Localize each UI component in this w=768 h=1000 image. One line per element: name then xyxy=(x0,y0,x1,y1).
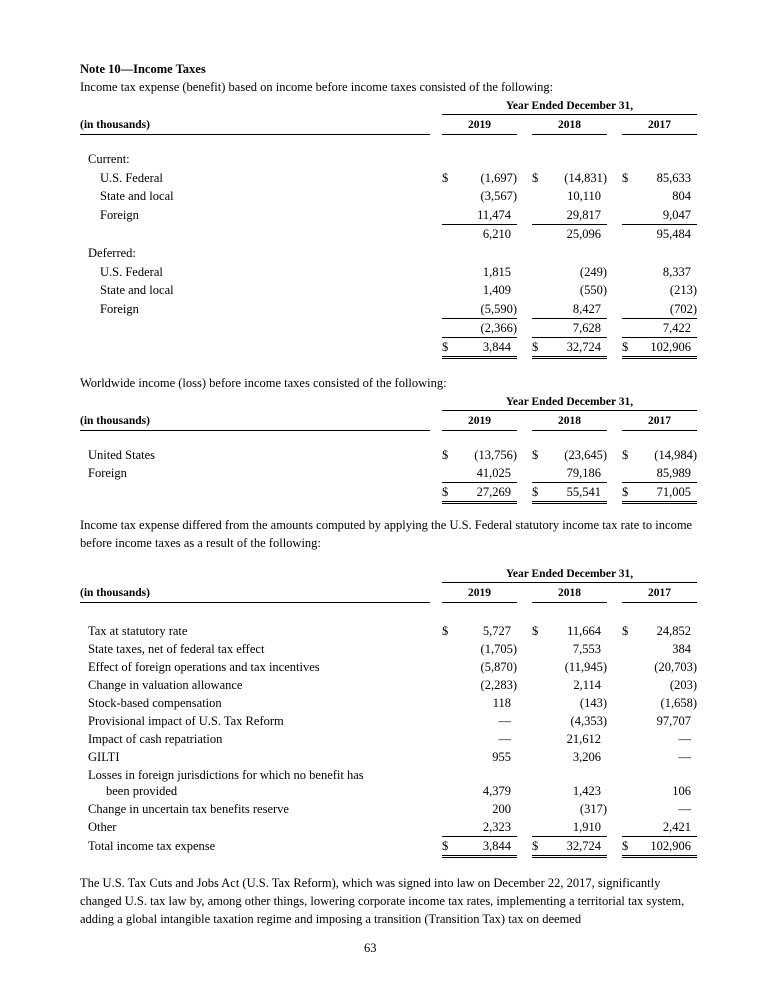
table-cell xyxy=(532,300,607,319)
table-cell xyxy=(622,658,697,676)
table-cell xyxy=(622,694,697,712)
table-cell xyxy=(622,446,697,464)
table-cell-value: 118 xyxy=(492,696,511,710)
table-cell xyxy=(442,225,517,243)
table-cell xyxy=(442,818,517,837)
table-cell xyxy=(442,206,517,225)
table-cell xyxy=(442,300,517,319)
table-cell xyxy=(532,748,607,766)
dollar-sign: $ xyxy=(442,340,449,354)
table-cell xyxy=(622,818,697,837)
row-label: Impact of cash repatriation xyxy=(88,732,223,746)
table-cell-value: 955 xyxy=(492,750,511,764)
table-cell-value: (249) xyxy=(579,265,607,279)
row-label: Effect of foreign operations and tax incentives xyxy=(88,660,320,674)
table-cell-value: (11,945) xyxy=(564,660,607,674)
table-cell-value: 29,817 xyxy=(566,208,601,222)
table-cell xyxy=(442,187,517,205)
table-cell xyxy=(442,169,517,187)
table-row xyxy=(0,658,768,676)
table-row xyxy=(0,300,768,318)
table-cell xyxy=(532,225,607,243)
row-label: Total income tax expense xyxy=(88,839,216,853)
table-row-continued xyxy=(0,782,768,800)
table-cell xyxy=(622,676,697,694)
table-cell xyxy=(622,837,697,858)
table-cell xyxy=(532,818,607,837)
year-2018-header: 2018 xyxy=(532,116,607,135)
table-cell-value: 7,553 xyxy=(572,642,601,656)
dollar-sign: $ xyxy=(622,624,629,638)
table-cell-value: 10,110 xyxy=(567,189,601,203)
intro-paragraph-2: Worldwide income (loss) before income taxes consisted of the following: xyxy=(80,376,447,390)
table-cell xyxy=(532,187,607,205)
table-cell xyxy=(532,446,607,464)
closing-paragraph: The U.S. Tax Cuts and Jobs Act (U.S. Tax Reform), which was signed into law on December 22, 2017, significantly changed U.S. tax law by, among other things, lowering corporate income tax rates, implementing a territorial tax system, adding a global intangible taxation regime and imposing a transition (Transition Tax) tax on deemed xyxy=(80,876,685,926)
table-cell-value: (4,353) xyxy=(570,714,607,728)
table-cell-value: (3,567) xyxy=(480,189,517,203)
table-cell xyxy=(622,464,697,483)
dollar-sign: $ xyxy=(622,485,629,499)
dollar-sign: $ xyxy=(442,624,449,638)
table-cell-value: 25,096 xyxy=(566,227,601,241)
row-label: State and local xyxy=(100,189,174,203)
table-cell xyxy=(532,676,607,694)
dollar-sign: $ xyxy=(532,171,539,185)
table-cell-value: 24,852 xyxy=(656,624,691,638)
table-cell-value: (2,366) xyxy=(480,321,517,335)
table-cell-value: 1,910 xyxy=(572,820,601,834)
table-cell-value: 384 xyxy=(672,642,691,656)
table-cell xyxy=(532,206,607,225)
table2-header-row xyxy=(0,412,768,430)
table-row xyxy=(0,640,768,658)
table-cell-value: — xyxy=(498,732,511,746)
table-cell xyxy=(442,640,517,658)
table-cell-value: (203) xyxy=(669,678,697,692)
table-cell xyxy=(442,263,517,281)
table-cell-value: 106 xyxy=(672,784,691,798)
table-cell-value: 9,047 xyxy=(662,208,691,222)
table-cell xyxy=(442,281,517,299)
table-row xyxy=(0,748,768,766)
table-cell-value: 2,421 xyxy=(662,820,691,834)
dollar-sign: $ xyxy=(532,839,539,853)
table-cell-value: 6,210 xyxy=(482,227,511,241)
intro-paragraph-1: Income tax expense (benefit) based on income before income taxes consisted of the following: xyxy=(80,80,554,94)
table1-deferred-total xyxy=(0,319,768,337)
dollar-sign: $ xyxy=(532,624,539,638)
table-cell-value: (1,697) xyxy=(480,171,517,185)
year-ended-header-1: Year Ended December 31, xyxy=(442,98,697,115)
year-column-header: 2017 xyxy=(622,412,697,431)
year-ended-header-3: Year Ended December 31, xyxy=(442,566,697,583)
row-label: (in thousands) xyxy=(80,412,430,431)
dollar-sign: $ xyxy=(532,448,539,462)
row-label: Other xyxy=(88,820,117,834)
dollar-sign: $ xyxy=(442,171,449,185)
table-cell xyxy=(532,658,607,676)
year-column-header: 2019 xyxy=(442,412,517,431)
table-cell xyxy=(532,694,607,712)
row-label: Foreign xyxy=(100,208,139,222)
dollar-sign: $ xyxy=(442,485,449,499)
year-2017-header: 2017 xyxy=(622,116,697,135)
table1-header-row xyxy=(0,116,768,134)
table-cell-value: (20,703) xyxy=(654,660,697,674)
dollar-sign: $ xyxy=(622,839,629,853)
table-cell xyxy=(442,622,517,640)
table-row xyxy=(0,281,768,299)
table-cell-value: (23,645) xyxy=(564,448,607,462)
table-cell-value: 8,337 xyxy=(662,265,691,279)
table-row xyxy=(0,712,768,730)
table-cell-value: 95,484 xyxy=(656,227,691,241)
year-ended-header-2: Year Ended December 31, xyxy=(442,394,697,411)
table-cell xyxy=(622,281,697,299)
table-cell-value: 32,724 xyxy=(566,839,601,853)
table-cell-value: 27,269 xyxy=(476,485,511,499)
year-column-header: 2017 xyxy=(622,584,697,603)
table-row xyxy=(0,263,768,281)
table-cell-value: (2,283) xyxy=(480,678,517,692)
table3-header-row xyxy=(0,584,768,602)
table-cell xyxy=(622,730,697,748)
table-cell xyxy=(532,338,607,359)
year-column-header: 2018 xyxy=(532,584,607,603)
table-cell xyxy=(622,483,697,504)
table-row xyxy=(0,800,768,818)
table-cell-value: (143) xyxy=(579,696,607,710)
dollar-sign: $ xyxy=(622,171,629,185)
table-cell-value: 1,423 xyxy=(572,784,601,798)
table-cell-value: 21,612 xyxy=(566,732,601,746)
table2-total xyxy=(0,483,768,501)
table-row xyxy=(0,206,768,224)
table-cell xyxy=(532,837,607,858)
year-2019-header: 2019 xyxy=(442,116,517,135)
table1-section-deferred xyxy=(0,244,768,262)
table1-current-total xyxy=(0,225,768,243)
table-cell xyxy=(442,338,517,359)
table-cell-value: 1,815 xyxy=(482,265,511,279)
table-cell-value: 5,727 xyxy=(482,624,511,638)
table-cell xyxy=(442,730,517,748)
table-cell xyxy=(622,712,697,730)
table-cell-value: (317) xyxy=(579,802,607,816)
table-cell-value: 97,707 xyxy=(656,714,691,728)
dollar-sign: $ xyxy=(442,448,449,462)
row-label: Change in valuation allowance xyxy=(88,678,243,692)
row-label: Change in uncertain tax benefits reserve xyxy=(88,802,289,816)
table-row xyxy=(0,818,768,836)
table-cell xyxy=(442,837,517,858)
table-cell xyxy=(622,206,697,225)
dollar-sign: $ xyxy=(532,485,539,499)
table-cell xyxy=(532,640,607,658)
table-cell xyxy=(442,483,517,504)
in-thousands-label: (in thousands) xyxy=(80,116,430,135)
table-cell xyxy=(622,338,697,359)
row-label: Foreign xyxy=(88,466,127,480)
table-cell-value: — xyxy=(678,750,691,764)
table-row xyxy=(0,169,768,187)
row-label: Provisional impact of U.S. Tax Reform xyxy=(88,714,284,728)
table-cell xyxy=(442,658,517,676)
row-label: United States xyxy=(88,448,156,462)
table-cell xyxy=(442,446,517,464)
table-row xyxy=(0,622,768,640)
row-label: GILTI xyxy=(88,750,120,764)
table3-total xyxy=(0,837,768,855)
table-cell-value: (550) xyxy=(579,283,607,297)
table-cell-value: 32,724 xyxy=(566,340,601,354)
table-cell xyxy=(532,712,607,730)
row-label: Losses in foreign jurisdictions for which no benefit has xyxy=(88,768,364,782)
table-cell xyxy=(442,800,517,818)
table-cell-value: 200 xyxy=(492,802,511,816)
table-cell-value: — xyxy=(678,802,691,816)
table-cell-value: 11,474 xyxy=(477,208,511,222)
table1-section-current xyxy=(0,150,768,168)
table-cell-value: 79,186 xyxy=(566,466,601,480)
row-label: Tax at statutory rate xyxy=(88,624,188,638)
table-cell-value: 85,633 xyxy=(656,171,691,185)
year-column-header: 2019 xyxy=(442,584,517,603)
table-row xyxy=(0,464,768,482)
table-cell xyxy=(622,187,697,205)
table-cell xyxy=(622,225,697,243)
intro-paragraph-3: Income tax expense differed from the amounts computed by applying the U.S. Federal statutory income tax rate to income before income taxes as a result of the following: xyxy=(80,518,693,550)
table-cell xyxy=(442,319,517,338)
table-cell-value: (13,756) xyxy=(474,448,517,462)
table-cell xyxy=(442,694,517,712)
table-cell xyxy=(532,281,607,299)
row-label: (in thousands) xyxy=(80,584,430,603)
table-cell-value: 7,422 xyxy=(662,321,691,335)
deferred-label: Deferred: xyxy=(88,246,136,260)
year-column-header: 2018 xyxy=(532,412,607,431)
table-cell xyxy=(532,464,607,483)
table-cell xyxy=(622,319,697,338)
table-cell xyxy=(442,712,517,730)
table-cell-value: (5,590) xyxy=(480,302,517,316)
table-cell xyxy=(532,169,607,187)
current-label: Current: xyxy=(88,152,130,166)
table-cell-value: (1,705) xyxy=(480,642,517,656)
table-cell xyxy=(622,300,697,319)
table-cell-value: (702) xyxy=(669,302,697,316)
table-cell-value: 71,005 xyxy=(656,485,691,499)
row-label: State and local xyxy=(100,283,174,297)
table-cell xyxy=(622,169,697,187)
row-label: U.S. Federal xyxy=(100,171,163,185)
table-cell-value: (213) xyxy=(669,283,697,297)
table-cell xyxy=(622,263,697,281)
table-cell-value: (5,870) xyxy=(480,660,517,674)
table-cell-value: (14,831) xyxy=(564,171,607,185)
table-row xyxy=(0,187,768,205)
table-cell xyxy=(442,464,517,483)
table-cell-value: 3,206 xyxy=(572,750,601,764)
table-cell xyxy=(532,483,607,504)
table-cell-value: 1,409 xyxy=(482,283,511,297)
table-cell xyxy=(622,640,697,658)
row-label: U.S. Federal xyxy=(100,265,163,279)
table-cell-value: 41,025 xyxy=(476,466,511,480)
table1-grand-total xyxy=(0,338,768,356)
row-label: Foreign xyxy=(100,302,139,316)
table-cell xyxy=(532,800,607,818)
table-cell xyxy=(532,263,607,281)
table-cell-value: 85,989 xyxy=(656,466,691,480)
table-cell-value: 55,541 xyxy=(566,485,601,499)
table-cell xyxy=(622,800,697,818)
table-cell xyxy=(532,622,607,640)
row-label: Stock-based compensation xyxy=(88,696,222,710)
table-cell xyxy=(442,782,517,800)
table-row xyxy=(0,730,768,748)
table-cell-value: 3,844 xyxy=(482,340,511,354)
dollar-sign: $ xyxy=(622,448,629,462)
table-cell xyxy=(622,748,697,766)
table-cell-value: 11,664 xyxy=(567,624,601,638)
row-label: been provided xyxy=(106,784,178,798)
table-cell xyxy=(532,730,607,748)
table-cell xyxy=(442,748,517,766)
table-cell xyxy=(622,782,697,800)
table-cell-value: 8,427 xyxy=(572,302,601,316)
row-label: State taxes, net of federal tax effect xyxy=(88,642,265,656)
table-cell-value: 102,906 xyxy=(650,340,691,354)
page-number: 63 xyxy=(364,941,377,955)
table-cell-value: 2,323 xyxy=(482,820,511,834)
table-cell-value: 102,906 xyxy=(650,839,691,853)
table-row xyxy=(0,676,768,694)
table-cell xyxy=(532,319,607,338)
table-cell-value: 4,379 xyxy=(482,784,511,798)
table-cell-value: 3,844 xyxy=(482,839,511,853)
table-cell-value: 7,628 xyxy=(572,321,601,335)
dollar-sign: $ xyxy=(532,340,539,354)
table-cell-value: 2,114 xyxy=(573,678,601,692)
table-cell-value: (1,658) xyxy=(660,696,697,710)
dollar-sign: $ xyxy=(622,340,629,354)
table-cell-value: — xyxy=(678,732,691,746)
table-cell xyxy=(442,676,517,694)
table-row xyxy=(0,446,768,464)
table-row xyxy=(0,694,768,712)
dollar-sign: $ xyxy=(442,839,449,853)
table-cell-value: — xyxy=(498,714,511,728)
table-cell xyxy=(532,782,607,800)
table-cell xyxy=(622,622,697,640)
note-title: Note 10—Income Taxes xyxy=(80,62,206,76)
table-cell-value: (14,984) xyxy=(654,448,697,462)
table-cell-value: 804 xyxy=(672,189,691,203)
